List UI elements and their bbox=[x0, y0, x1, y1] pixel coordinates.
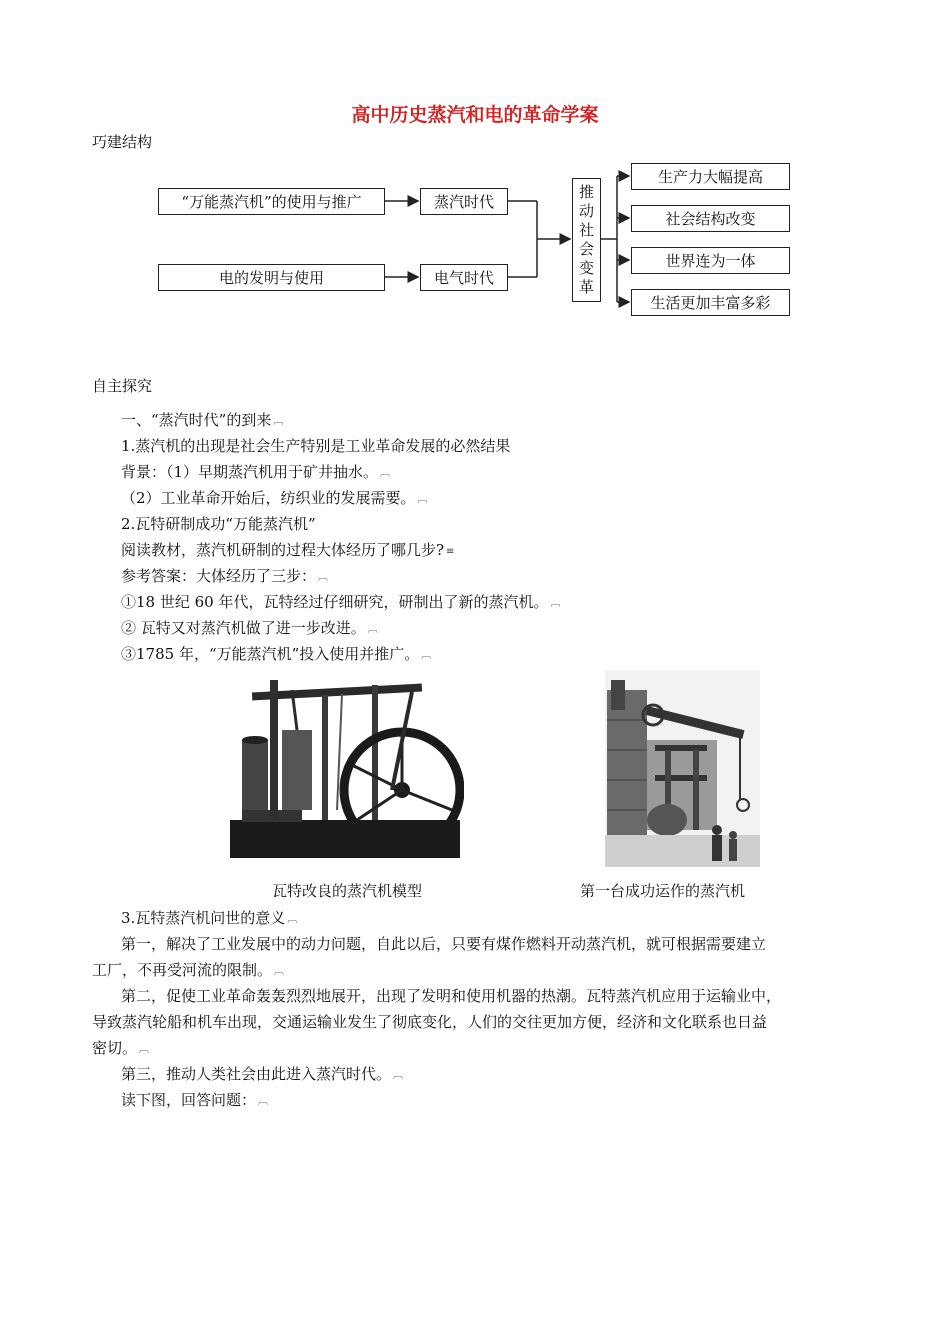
box-steam-engine-use: “万能蒸汽机”的使用与推广 bbox=[158, 188, 385, 215]
first-steam-engine-image bbox=[605, 670, 760, 867]
text-line: 参考答案：大体经历了三步： ︹ bbox=[121, 567, 329, 585]
text-line: 一、“蒸汽时代”的到来 ︹ bbox=[121, 411, 284, 429]
center-char: 推 bbox=[578, 183, 594, 201]
text-line: 3.瓦特蒸汽机问世的意义 ︹ bbox=[121, 909, 298, 927]
center-char: 动 bbox=[578, 202, 594, 220]
box-social-structure: 社会结构改变 bbox=[631, 205, 790, 232]
paragraph-line: 密切。 ︹ bbox=[92, 1039, 150, 1057]
center-char: 变 bbox=[578, 259, 594, 277]
section-heading-inquiry: 自主探究 bbox=[92, 377, 153, 395]
box-steam-age: 蒸汽时代 bbox=[420, 188, 508, 215]
text-line: ①18 世纪 60 年代，瓦特经过仔细研究，研制出了新的蒸汽机。 ︹ bbox=[121, 593, 561, 611]
paragraph-line: 第三，推动人类社会由此进入蒸汽时代。 ︹ bbox=[121, 1065, 404, 1083]
paragraph-line: 工厂，不再受河流的限制。 ︹ bbox=[92, 961, 285, 979]
center-char: 会 bbox=[578, 240, 594, 258]
paragraph-line: 读下图，回答问题： ︹ bbox=[121, 1091, 269, 1109]
center-char: 社 bbox=[578, 221, 594, 239]
text-line: 1.蒸汽机的出现是社会生产特别是工业革命发展的必然结果 bbox=[121, 437, 511, 455]
box-electricity-invention: 电的发明与使用 bbox=[158, 264, 385, 291]
steam-engine-model-image bbox=[222, 670, 464, 860]
box-world-connected: 世界连为一体 bbox=[631, 247, 790, 274]
text-line: ② 瓦特又对蒸汽机做了进一步改进。 ︹ bbox=[121, 619, 378, 637]
box-drive-social-change bbox=[572, 178, 601, 302]
center-char: 革 bbox=[578, 278, 594, 296]
box-electric-age: 电气时代 bbox=[420, 264, 508, 291]
text-line: ③1785 年，“万能蒸汽机”投入使用并推广。 ︹ bbox=[121, 645, 432, 663]
page-title: 高中历史蒸汽和电的革命学案 bbox=[351, 104, 599, 126]
text-line: 背景：（1）早期蒸汽机用于矿井抽水。 ︹ bbox=[121, 463, 391, 481]
paragraph-line: 导致蒸汽轮船和机车出现，交通运输业发生了彻底变化，人们的交往更加方便，经济和文化联系也日益 bbox=[92, 1013, 768, 1031]
box-productivity: 生产力大幅提高 bbox=[631, 163, 790, 190]
caption-engine-model: 瓦特改良的蒸汽机模型 bbox=[272, 882, 423, 900]
section-heading-structure: 巧建结构 bbox=[92, 133, 153, 151]
paragraph-line: 第一，解决了工业发展中的动力问题，自此以后，只要有煤作燃料开动蒸汽机，就可根据需要建立 bbox=[121, 935, 767, 953]
box-richer-life: 生活更加丰富多彩 bbox=[631, 289, 790, 316]
text-line: （2）工业革命开始后，纺织业的发展需要。 ︹ bbox=[121, 489, 428, 507]
paragraph-line: 第二，促使工业革命轰轰烈烈地展开，出现了发明和使用机器的热潮。瓦特蒸汽机应用于运输业中， bbox=[121, 987, 782, 1005]
text-line: 阅读教材，蒸汽机研制的过程大体经历了哪几步? ≡ bbox=[121, 541, 455, 559]
caption-first-engine: 第一台成功运作的蒸汽机 bbox=[580, 882, 746, 900]
text-line: 2.瓦特研制成功“万能蒸汽机” bbox=[121, 515, 316, 533]
